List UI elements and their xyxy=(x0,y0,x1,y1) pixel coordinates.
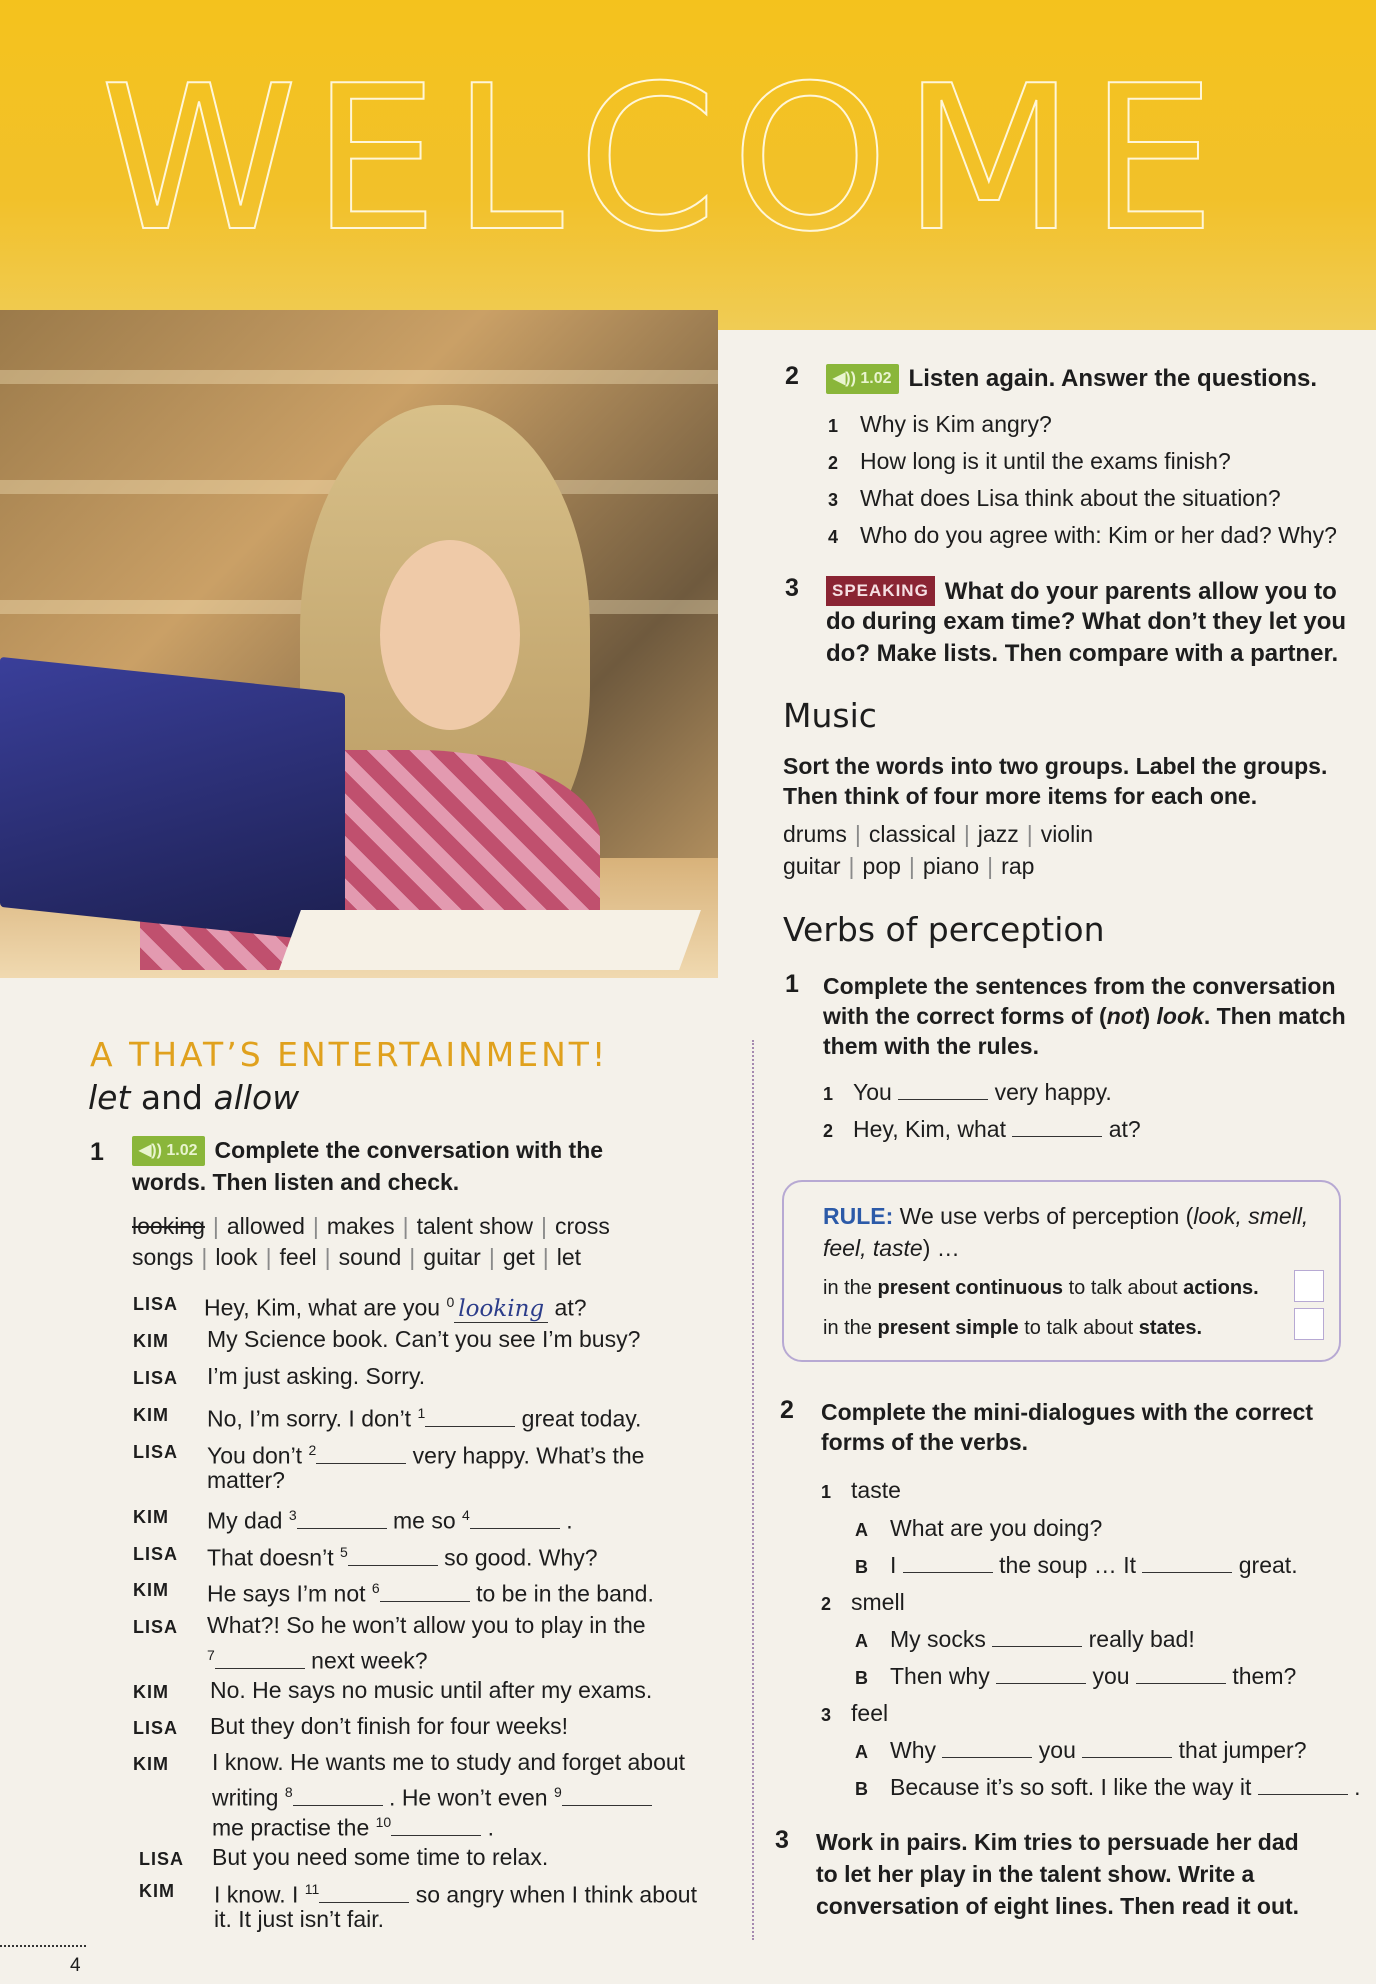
line-text: not xyxy=(1106,1003,1143,1029)
answer-gap[interactable] xyxy=(297,1508,387,1529)
dialogue-line-cont: it. It just isn’t fair. xyxy=(214,1906,384,1932)
photo-girl-face xyxy=(380,540,520,730)
dialogue-line: But they don’t finish for four weeks! xyxy=(210,1713,568,1739)
ex1-word-box-row2: songs | look | feel | sound | guitar | get | let xyxy=(132,1244,582,1270)
rule-present-simple xyxy=(823,1314,1202,1342)
ex1-word-box-row1: looking | allowed | makes | talent show | cross xyxy=(132,1213,610,1239)
rule-verbs: feel, taste xyxy=(823,1235,923,1261)
ex3-text: What do your parents allow you to xyxy=(944,578,1337,605)
gap-number: 0 xyxy=(446,1294,455,1310)
gap-number: 5 xyxy=(339,1544,348,1560)
line-text: . xyxy=(1347,1774,1361,1800)
question-item xyxy=(828,410,1052,440)
answer-gap[interactable] xyxy=(1136,1663,1226,1684)
answer-gap[interactable] xyxy=(215,1648,305,1669)
word-pop: pop xyxy=(862,853,901,879)
perc-ex1-line1: Complete the sentences from the conversation xyxy=(823,973,1336,999)
speaker-label: LISA xyxy=(139,1849,185,1869)
audio-icon[interactable]: ◀)) 1.02 xyxy=(826,364,899,394)
dialogue-line: My Science book. Can’t you see I’m busy? xyxy=(207,1326,641,1352)
perc-ex2-number: 2 xyxy=(780,1396,794,1424)
perc-ex3-line1: Work in pairs. Kim tries to persuade her dad xyxy=(816,1829,1299,1855)
question-number: 1 xyxy=(828,416,839,436)
photo-book xyxy=(279,910,701,970)
item-text: Hey, Kim, what xyxy=(853,1116,1013,1142)
line-text: . Then match xyxy=(1203,1003,1346,1029)
answer-gap[interactable] xyxy=(562,1785,652,1806)
answer-gap[interactable] xyxy=(942,1737,1032,1758)
word-piano: piano xyxy=(922,853,980,879)
dialogue-line: I know. He wants me to study and forget about xyxy=(212,1749,686,1775)
welcome-banner xyxy=(0,0,1376,330)
item-number: 2 xyxy=(823,1121,834,1141)
dialogue-line xyxy=(207,1537,598,1573)
line-text: them? xyxy=(1225,1663,1297,1689)
gap-number: 10 xyxy=(375,1814,392,1830)
rule-text: actions. xyxy=(1183,1277,1259,1299)
ex3-line3: do? Make lists. Then compare with a partner. xyxy=(826,640,1339,667)
rule-present-continuous xyxy=(823,1274,1259,1302)
dialogue-line-cont: matter? xyxy=(207,1467,285,1493)
perc-ex3-line2: to let her play in the talent show. Write a xyxy=(816,1861,1255,1887)
speaker-label: KIM xyxy=(133,1682,169,1702)
answer-gap[interactable] xyxy=(1012,1116,1102,1137)
group-verb: feel xyxy=(851,1700,889,1726)
speaker-label: KIM xyxy=(139,1881,175,1901)
word-cross: cross xyxy=(554,1213,610,1239)
word-allowed: allowed xyxy=(226,1213,305,1239)
rule-line1 xyxy=(823,1202,1308,1230)
question-text: How long is it until the exams finish? xyxy=(860,448,1231,474)
line-text: with the correct forms of ( xyxy=(823,1003,1107,1029)
line-text: writing xyxy=(212,1784,285,1811)
answer-gap[interactable] xyxy=(316,1443,406,1464)
group-verb: taste xyxy=(851,1477,901,1503)
line-text: He says I’m not xyxy=(207,1580,372,1607)
perc-ex1-number: 1 xyxy=(785,970,799,998)
line-text: so good. Why? xyxy=(437,1544,598,1571)
question-text: What does Lisa think about the situation? xyxy=(860,485,1281,511)
question-number: 2 xyxy=(828,453,839,473)
word-songs: songs xyxy=(132,1244,194,1270)
example-answer: looking xyxy=(454,1296,548,1323)
dialogue-line xyxy=(207,1573,654,1609)
gap-number: 1 xyxy=(417,1405,426,1421)
answer-gap[interactable] xyxy=(1082,1737,1172,1758)
word-guitar: guitar xyxy=(423,1244,481,1270)
page-number-rule xyxy=(0,1945,86,1947)
perc-group-verb xyxy=(821,1476,901,1506)
line-text: No, I’m sorry. I don’t xyxy=(207,1405,418,1432)
ex1-instr-line2: words. Then listen and check. xyxy=(132,1169,460,1195)
gap-number: 9 xyxy=(553,1784,562,1800)
word-makes: makes xyxy=(326,1213,395,1239)
line-text: My socks xyxy=(890,1626,993,1652)
page-number: 4 xyxy=(70,1955,81,1976)
speaker-label: KIM xyxy=(133,1580,169,1600)
rule-line2 xyxy=(823,1234,960,1262)
question-item xyxy=(828,447,1231,477)
line-text: next week? xyxy=(304,1647,428,1674)
item-number: 1 xyxy=(823,1084,834,1104)
word-classical: classical xyxy=(868,821,956,847)
word-looking: looking xyxy=(132,1213,205,1239)
answer-gap[interactable] xyxy=(293,1785,383,1806)
dialogue-line: No. He says no music until after my exams. xyxy=(210,1677,653,1703)
question-text: Why is Kim angry? xyxy=(860,411,1052,437)
speaker-label: LISA xyxy=(133,1294,179,1314)
group-number: 1 xyxy=(821,1482,832,1502)
rule-text: in the xyxy=(823,1277,878,1299)
section-a-title: A THAT’S ENTERTAINMENT! xyxy=(90,1035,609,1074)
rule-verbs: look, smell, xyxy=(1193,1203,1309,1229)
answer-gap[interactable] xyxy=(992,1626,1082,1647)
dialogue-b xyxy=(855,1773,1361,1803)
dialogue-line xyxy=(207,1500,573,1536)
item-text: You xyxy=(853,1079,899,1105)
rule-text: states. xyxy=(1138,1317,1203,1339)
rule-text: to talk about xyxy=(1063,1277,1184,1299)
line-text: great today. xyxy=(515,1405,642,1432)
student-photo xyxy=(0,310,718,978)
perc-group-verb xyxy=(821,1699,888,1729)
line-text: . xyxy=(481,1814,494,1841)
word-feel: feel xyxy=(279,1244,317,1270)
dialogue-a xyxy=(855,1514,1102,1544)
ex3-number: 3 xyxy=(785,574,799,602)
subtitle-let: let xyxy=(88,1078,131,1117)
word-rap: rap xyxy=(1001,853,1035,879)
perc-item xyxy=(823,1115,1141,1145)
line-text: Why xyxy=(890,1737,943,1763)
music-instr2: Then think of four more items for each one. xyxy=(783,783,1258,809)
perc-group-verb xyxy=(821,1588,905,1618)
group-number: 3 xyxy=(821,1705,832,1725)
line-text: My dad xyxy=(207,1507,289,1534)
gap-number: 6 xyxy=(371,1580,380,1596)
answer-gap[interactable] xyxy=(903,1552,993,1573)
music-words-row1: drums | classical | jazz | violin xyxy=(783,821,1094,847)
item-text: at? xyxy=(1102,1116,1141,1142)
rule-text: present continuous xyxy=(877,1277,1064,1299)
line-text: . xyxy=(559,1507,573,1534)
answer-gap[interactable] xyxy=(348,1545,438,1566)
photo-laptop xyxy=(0,657,345,943)
word-jazz: jazz xyxy=(977,821,1019,847)
speaker-label: LISA xyxy=(133,1617,179,1637)
line-text: look xyxy=(1156,1003,1204,1029)
dialogue-b xyxy=(855,1662,1296,1692)
answer-gap[interactable] xyxy=(425,1406,515,1427)
perc-ex3-line3: conversation of eight lines. Then read it out. xyxy=(816,1893,1300,1919)
perc-ex1-line3: them with the rules. xyxy=(823,1033,1039,1059)
answer-gap[interactable] xyxy=(319,1882,409,1903)
line-text: Hey, Kim, what are you xyxy=(204,1294,447,1321)
rule-text: present simple xyxy=(877,1317,1019,1339)
word-guitar: guitar xyxy=(783,853,841,879)
word-let: let xyxy=(556,1244,582,1270)
answer-gap[interactable] xyxy=(1142,1552,1232,1573)
subtitle-and: and xyxy=(130,1078,214,1117)
speaker-label: KIM xyxy=(133,1507,169,1527)
answer-gap[interactable] xyxy=(898,1079,988,1100)
music-instr1: Sort the words into two groups. Label the groups. xyxy=(783,753,1328,779)
speaker-label: LISA xyxy=(133,1368,179,1388)
dialogue-b xyxy=(855,1551,1298,1581)
speaker-label: KIM xyxy=(133,1405,169,1425)
line-text: very happy. What’s the xyxy=(406,1442,645,1469)
line-text: . He won’t even xyxy=(382,1784,554,1811)
rule-text: ) … xyxy=(922,1235,960,1261)
line-text: What are you doing? xyxy=(890,1515,1103,1541)
line-text: Because it’s so soft. I like the way it xyxy=(890,1774,1258,1800)
ex2-number: 2 xyxy=(785,362,799,390)
speaker-a-label: A xyxy=(855,1742,868,1762)
dialogue-line: But you need some time to relax. xyxy=(212,1844,549,1870)
item-text: very happy. xyxy=(988,1079,1112,1105)
word-violin: violin xyxy=(1040,821,1094,847)
column-divider xyxy=(752,1040,754,1940)
speaker-label: LISA xyxy=(133,1442,179,1462)
gap-number: 4 xyxy=(462,1507,470,1523)
gap-number: 7 xyxy=(207,1647,215,1663)
rule-checkbox[interactable] xyxy=(1294,1270,1324,1302)
word-get: get xyxy=(502,1244,535,1270)
dialogue-line-cont xyxy=(212,1807,494,1843)
speaker-b-label: B xyxy=(855,1779,868,1799)
dialogue-a xyxy=(855,1625,1195,1655)
gap-number: 11 xyxy=(304,1881,320,1897)
answer-gap[interactable] xyxy=(1258,1774,1348,1795)
group-verb: smell xyxy=(851,1589,905,1615)
question-number: 3 xyxy=(828,490,839,510)
speaker-b-label: B xyxy=(855,1557,868,1577)
line-text: You don’t xyxy=(207,1442,309,1469)
answer-gap[interactable] xyxy=(391,1815,481,1836)
gap-number: 2 xyxy=(308,1442,317,1458)
ex1-number: 1 xyxy=(90,1138,104,1166)
music-words-row2: guitar | pop | piano | rap xyxy=(783,853,1035,879)
line-text: you xyxy=(1086,1663,1136,1689)
line-text: so angry when I think about xyxy=(409,1881,697,1908)
perc-item xyxy=(823,1078,1112,1108)
music-heading: Music xyxy=(783,696,877,735)
line-text: you xyxy=(1032,1737,1083,1763)
ex2-instr-text: Listen again. Answer the questions. xyxy=(908,365,1318,392)
dialogue-line: What?! So he won’t allow you to play in the xyxy=(207,1612,646,1638)
speaker-a-label: A xyxy=(855,1520,868,1540)
line-text: to be in the band. xyxy=(469,1580,654,1607)
rule-checkbox[interactable] xyxy=(1294,1308,1324,1340)
gap-number: 3 xyxy=(288,1507,297,1523)
group-number: 2 xyxy=(821,1594,832,1614)
perc-ex3-number: 3 xyxy=(775,1826,789,1854)
line-text: really bad! xyxy=(1082,1626,1195,1652)
subtitle-allow: allow xyxy=(213,1078,300,1117)
answer-gap[interactable] xyxy=(996,1663,1086,1684)
rule-title: RULE: xyxy=(823,1203,894,1229)
dialogue-line xyxy=(204,1287,587,1324)
line-text: at? xyxy=(548,1294,587,1321)
speaker-label: KIM xyxy=(133,1754,169,1774)
word-drums: drums xyxy=(783,821,847,847)
section-a-subtitle xyxy=(88,1078,299,1117)
dialogue-line-cont xyxy=(207,1640,428,1676)
audio-icon[interactable]: ◀)) 1.02 xyxy=(132,1136,205,1166)
rule-text: to talk about xyxy=(1018,1317,1139,1339)
ex1-instruction xyxy=(132,1136,603,1166)
perc-ex1-line2 xyxy=(823,1002,1346,1030)
photo-shelf xyxy=(0,370,718,384)
gap-number: 8 xyxy=(284,1784,293,1800)
ex3-line1 xyxy=(826,576,1337,606)
speaker-label: KIM xyxy=(133,1331,169,1351)
line-text: me practise the xyxy=(212,1814,376,1841)
banner-title: WELCOME xyxy=(100,43,1230,276)
dialogue-a xyxy=(855,1736,1307,1766)
line-text: I xyxy=(890,1552,903,1578)
question-number: 4 xyxy=(828,527,839,547)
speaker-label: LISA xyxy=(133,1718,179,1738)
answer-gap[interactable] xyxy=(470,1508,560,1529)
line-text: ) xyxy=(1142,1003,1157,1029)
perc-ex2-line2: forms of the verbs. xyxy=(821,1429,1029,1455)
speaker-b-label: B xyxy=(855,1668,868,1688)
answer-gap[interactable] xyxy=(380,1581,470,1602)
ex2-instruction xyxy=(826,364,1317,394)
perc-ex2-line1: Complete the mini-dialogues with the correct xyxy=(821,1399,1314,1425)
line-text: That doesn’t xyxy=(207,1544,340,1571)
word-look: look xyxy=(215,1244,258,1270)
ex3-line2: do during exam time? What don’t they let you xyxy=(826,608,1347,635)
line-text: that jumper? xyxy=(1172,1737,1307,1763)
line-text: I know. I xyxy=(214,1881,305,1908)
line-text: Then why xyxy=(890,1663,997,1689)
speaking-tag: SPEAKING xyxy=(826,576,935,606)
perception-heading: Verbs of perception xyxy=(783,910,1105,949)
rule-text: We use verbs of perception ( xyxy=(893,1203,1194,1229)
dialogue-line: I’m just asking. Sorry. xyxy=(207,1363,426,1389)
question-item xyxy=(828,484,1281,514)
dialogue-line xyxy=(207,1398,641,1434)
line-text: me so xyxy=(386,1507,463,1534)
speaker-a-label: A xyxy=(855,1631,868,1651)
rule-text: in the xyxy=(823,1317,878,1339)
speaker-label: LISA xyxy=(133,1544,179,1564)
word-sound: sound xyxy=(338,1244,402,1270)
question-text: Who do you agree with: Kim or her dad? Why? xyxy=(860,522,1337,548)
question-item xyxy=(828,521,1337,551)
line-text: the soup … It xyxy=(992,1552,1143,1578)
word-talent-show: talent show xyxy=(416,1213,533,1239)
line-text: great. xyxy=(1232,1552,1298,1578)
ex1-instr-line1: Complete the conversation with the xyxy=(214,1137,604,1163)
